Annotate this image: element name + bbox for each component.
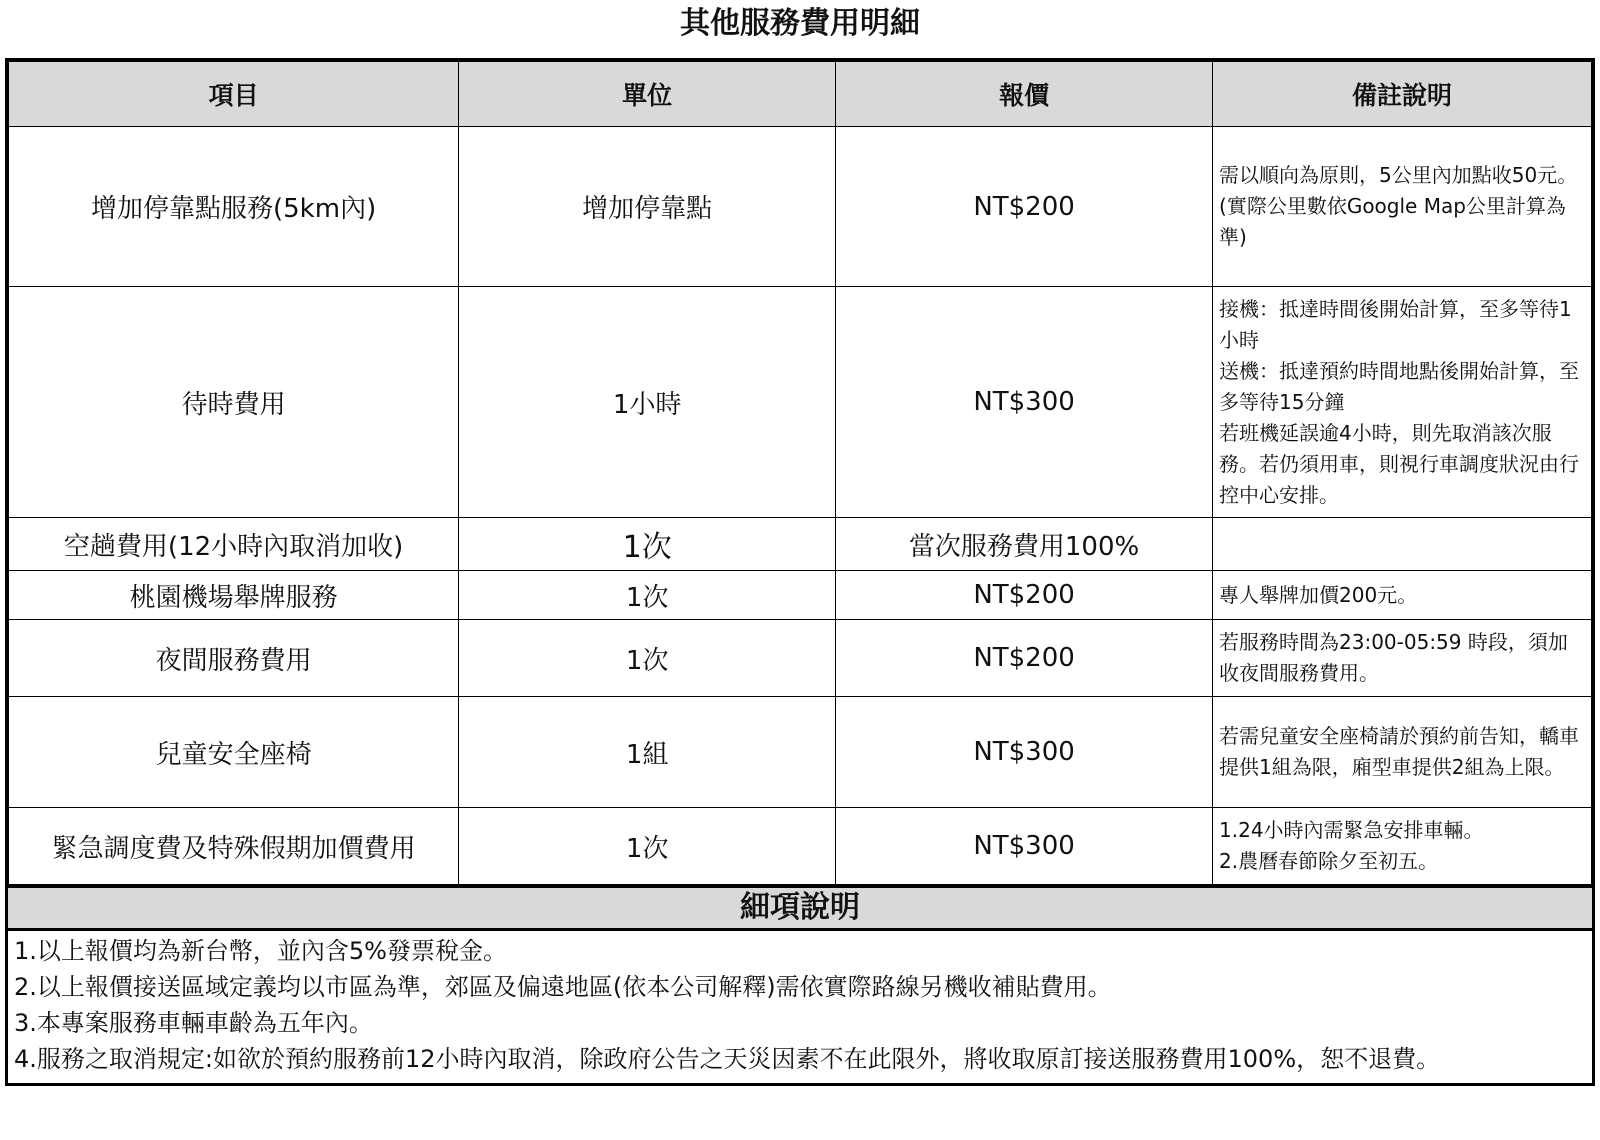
note-line: 若班機延誤逾4小時，則先取消該次服務。若仍須用車，則視行車調度狀況由行控中心安排。 xyxy=(1219,420,1580,507)
row-item: 待時費用 xyxy=(9,287,459,518)
row-price: NT$300 xyxy=(836,808,1213,885)
row-notes xyxy=(1213,127,1592,287)
note-line: (實際公里數依Google Map公里計算為準) xyxy=(1219,194,1566,249)
row-price: NT$300 xyxy=(836,697,1213,808)
row-price: NT$300 xyxy=(836,287,1213,518)
row-unit: 1次 xyxy=(459,620,836,697)
header-item: 項目 xyxy=(9,62,459,127)
row-price: NT$200 xyxy=(836,127,1213,287)
note-line: 若需兒童安全座椅請於預約前告知，轎車提供1組為限，廂型車提供2組為上限。 xyxy=(1219,724,1580,779)
page-title: 其他服務費用明細 xyxy=(680,6,920,41)
note-line: 接機：抵達時間後開始計算，至多等待1小時 xyxy=(1219,296,1572,352)
row-item: 桃園機場舉牌服務 xyxy=(9,571,459,620)
table-row xyxy=(9,697,1592,808)
note-line: 1.24小時內需緊急安排車輛。 xyxy=(1219,818,1484,842)
note-line: 2.農曆春節除夕至初五。 xyxy=(1219,849,1439,873)
row-unit: 1組 xyxy=(459,697,836,808)
table-row xyxy=(9,518,1592,571)
table-row xyxy=(9,127,1592,287)
table-row xyxy=(9,620,1592,697)
table-row xyxy=(9,287,1592,518)
row-notes xyxy=(1213,620,1592,697)
row-notes xyxy=(1213,287,1592,518)
header-unit: 單位 xyxy=(459,62,836,127)
table-row xyxy=(9,571,1592,620)
row-notes xyxy=(1213,571,1592,620)
row-item: 緊急調度費及特殊假期加價費用 xyxy=(9,808,459,885)
row-notes xyxy=(1213,697,1592,808)
table-header-row xyxy=(9,62,1592,127)
row-notes xyxy=(1213,518,1592,571)
note-line: 專人舉牌加價200元。 xyxy=(1219,582,1418,607)
row-item: 空趟費用(12小時內取消加收) xyxy=(9,518,459,571)
row-unit: 1次 xyxy=(459,571,836,620)
row-item: 兒童安全座椅 xyxy=(9,697,459,808)
table-row xyxy=(9,808,1592,885)
fee-table xyxy=(8,61,1592,885)
row-unit: 1次 xyxy=(459,808,836,885)
note-line: 若服務時間為23:00-05:59 時段，須加收夜間服務費用。 xyxy=(1219,630,1568,685)
header-price: 報價 xyxy=(836,62,1213,127)
header-notes: 備註說明 xyxy=(1213,62,1592,127)
details-heading: 細項說明 xyxy=(8,885,1592,931)
details-line: 4.服務之取消規定:如欲於預約服務前12小時內取消，除政府公告之天災因素不在此限外，將收取原訂接送服務費用100%，恕不退費。 xyxy=(14,1045,1441,1073)
row-notes xyxy=(1213,808,1592,885)
row-item: 增加停靠點服務(5km內) xyxy=(9,127,459,287)
row-item: 夜間服務費用 xyxy=(9,620,459,697)
row-unit: 1小時 xyxy=(459,287,836,518)
note-line: 需以順向為原則，5公里內加點收50元。 xyxy=(1219,163,1578,187)
row-price: NT$200 xyxy=(836,620,1213,697)
row-price: 當次服務費用100% xyxy=(836,518,1213,571)
row-price: NT$200 xyxy=(836,571,1213,620)
details-line: 1.以上報價均為新台幣，並內含5%發票稅金。 xyxy=(14,937,507,965)
details-line: 3.本專案服務車輛車齡為五年內。 xyxy=(14,1009,373,1037)
fee-sheet xyxy=(5,58,1595,1086)
details-line: 2.以上報價接送區域定義均以市區為準，郊區及偏遠地區(依本公司解釋)需依實際路線另機收補貼費用。 xyxy=(14,973,1112,1001)
note-line: 送機：抵達預約時間地點後開始計算，至多等待15分鐘 xyxy=(1219,358,1580,414)
row-unit: 增加停靠點 xyxy=(459,127,836,287)
details-list xyxy=(8,931,1592,1083)
row-unit: 1次 xyxy=(459,518,836,571)
